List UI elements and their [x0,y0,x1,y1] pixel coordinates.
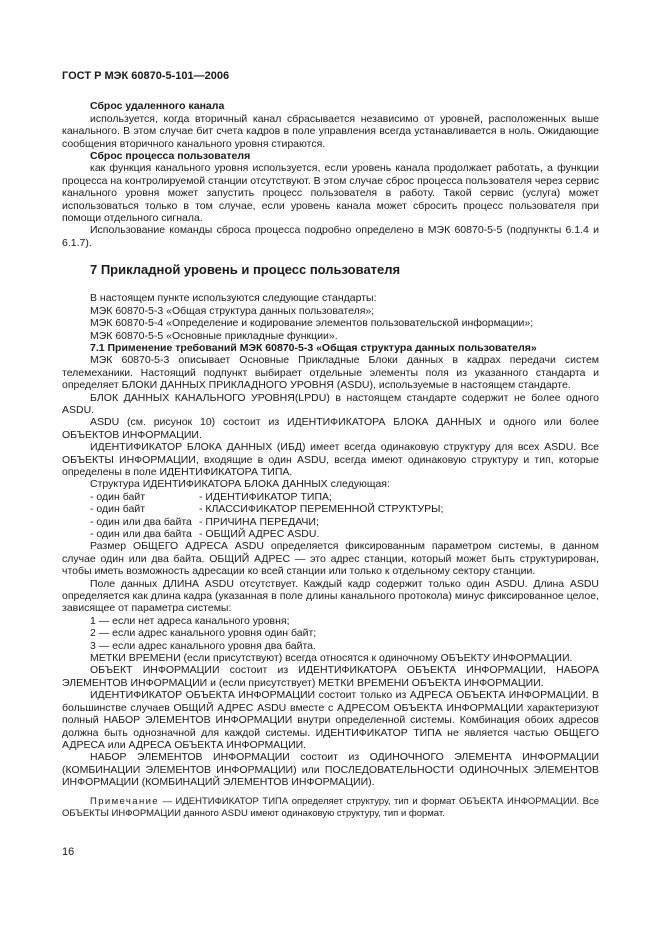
paragraph-reset-link: используется, когда вторичный канал сбрасывается независимо от уровней, расположенных выше канального. В этом случае бит счета кадров в поле управления всегда устанавливается в ноль. Ожидающие сообщения вторичного канального уровня стираются. [62,112,599,150]
paragraph: МЕТКИ ВРЕМЕНИ (если присутствуют) всегда относятся к одиночному ОБЪЕКТУ ИНФОРМАЦИИ. [90,652,573,665]
structure-size: - один байт [90,503,146,516]
structure-row [62,528,599,540]
page-number: 16 [62,846,75,858]
document-header: ГОСТ Р МЭК 60870-5-101—2006 [62,70,230,82]
structure-field: - КЛАССИФИКАТОР ПЕРЕМЕННОЙ СТРУКТУРЫ; [199,503,444,516]
standard-item: МЭК 60870-5-5 «Основные прикладные функции». [90,329,338,342]
asdu-identifier-structure-list [62,491,599,541]
standard-item: МЭК 60870-5-3 «Общая структура данных пользователя»; [90,304,375,317]
paragraph: НАБОР ЭЛЕМЕНТОВ ИНФОРМАЦИИ состоит из ОДИНОЧНОГО ЭЛЕМЕНТА ИНФОРМАЦИИ (КОМБИНАЦИИ ЭЛЕМЕНТОВ ИНФОРМАЦИИ) или ПОСЛЕДОВАТЕЛЬНОСТИ ОДИНОЧНЫХ ЭЛЕМЕНТОВ ИНФОРМАЦИИ (КОМБИНАЦИЙ ЭЛЕМЕНТОВ ИНФОРМАЦИИ). [62,751,599,789]
structure-field: - ОБЩИЙ АДРЕС ASDU. [199,528,320,540]
paragraph: Размер ОБЩЕГО АДРЕСА ASDU определяется фиксированным параметром системы, в данном случае один или два байта. ОБЩИЙ АДРЕС — это адрес станции, который может быть структурирован, чтобы иметь возможность адресации ко всей станции или только к отдельному сектору станции. [62,540,599,578]
structure-size: - один байт [90,490,146,503]
paragraph: ИДЕНТИФИКАТОР ОБЪЕКТА ИНФОРМАЦИИ состоит только из АДРЕСА ОБЪЕКТА ИНФОРМАЦИИ. В большинстве случаев ОБЩИЙ АДРЕС ASDU вместе с АДРЕСОМ ОБЪЕКТА ИНФОРМАЦИИ характеризуют полный НАБОР ЭЛЕМЕНТОВ ИНФОРМАЦИИ внутри определенной системы. Комбинация обоих адресов должна быть однозначной для каждой системы. ИДЕНТИФИКАТОР ТИПА не является частью ОБЩЕГО АДРЕСА или АДРЕСА ОБЪЕКТА ИНФОРМАЦИИ. [62,689,599,751]
structure-row [62,503,599,515]
heading-reset-user: Сброс процесса пользователя [90,150,251,163]
length-option: 1 — если нет адреса канального уровня; [90,614,290,627]
note [62,796,599,820]
paragraph: Поле данных ДЛИНА ASDU отсутствует. Каждый кадр содержит только один ASDU. Длина ASDU определяется как длина кадра (указанная в поле длины канального протокола) минус фиксированное целое, зависящее от параметра системы: [62,577,599,615]
paragraph-standards-intro: В настоящем пункте используются следующие стандарты: [90,292,377,305]
length-option: 3 — если адрес канального уровня два байта. [90,639,316,652]
paragraph: Структура ИДЕНТИФИКАТОРА БЛОКА ДАННЫХ следующая: [90,478,390,491]
paragraph: БЛОК ДАННЫХ КАНАЛЬНОГО УРОВНЯ(LPDU) в настоящем стандарте содержит не более одного ASDU. [62,391,599,416]
structure-field: - ИДЕНТИФИКАТОР ТИПА; [199,490,332,503]
paragraph: МЭК 60870-5-3 описывает Основные Прикладные Блоки данных в кадрах передачи систем телемеханики. Настоящий подпункт выбирает отдельные элементы поля из указанного стандарта и определяет БЛОКИ ДАННЫХ ПРИКЛАДНОГО УРОВНЯ (ASDU), используемые в настоящем стандарте. [62,354,599,392]
structure-size: - один или два байта [90,515,192,528]
length-option: 2 — если адрес канального уровня один байт; [90,627,317,640]
subsection-7-1-title: 7.1 Применение требований МЭК 60870-5-3 «Общая структура данных пользователя» [90,341,537,354]
structure-size: - один или два байта [90,528,192,540]
structure-field: - ПРИЧИНА ПЕРЕДАЧИ; [199,515,319,528]
paragraph: ОБЪЕКТ ИНФОРМАЦИИ состоит из ИДЕНТИФИКАТОРА ОБЪЕКТА ИНФОРМАЦИИ, НАБОРА ЭЛЕМЕНТОВ ИНФОРМАЦИИ и (если присутствует) МЕТКИ ВРЕМЕНИ ОБЪЕКТА ИНФОРМАЦИИ. [62,664,599,689]
structure-row [62,516,599,528]
paragraph-reset-user: как функция канального уровня используется, если уровень канала продолжает работать, а функции процесса на контролируемой станции отсутствуют. В этом случае сброс процесса пользователя через сервис канального уровня может запустить процесс пользователя в работу. Такой сервис (услуга) может использоваться только в том случае, если уровень канала может сбросить процесс пользователя при помощи отдельного сигнала. [62,162,599,225]
heading-reset-link: Сброс удаленного канала [90,100,225,113]
paragraph-reset-usage: Использование команды сброса процесса подробно определено в МЭК 60870-5-5 (подпункты 6.1.4 и 6.1.7). [62,224,599,249]
note-lead: Примечание [90,795,159,807]
standard-item: МЭК 60870-5-4 «Определение и кодирование элементов пользовательской информации»; [90,317,534,330]
note-text: — ИДЕНТИФИКАТОР ТИПА определяет структуру, тип и формат ОБЪЕКТА ИНФОРМАЦИИ. Все ОБЪЕКТЫ ИНФОРМАЦИИ данного ASDU имеют одинаковую структуру, тип и формат. [62,795,599,819]
paragraph: ASDU (см. рисунок 10) состоит из ИДЕНТИФИКАТОРА БЛОКА ДАННЫХ и одного или более ОБЪЕКТОВ ИНФОРМАЦИИ. [62,416,599,441]
structure-row [62,491,599,503]
section-7-title: 7 Прикладной уровень и процесс пользователя [90,262,401,278]
paragraph: ИДЕНТИФИКАТОР БЛОКА ДАННЫХ (ИБД) имеет всегда одинаковую структуру для всех ASDU. Все ОБЪЕКТЫ ИНФОРМАЦИИ, входящие в один ASDU, всегда имеют одинаковую структуру и тип, которые определены в поле ИДЕНТИФИКАТОРА ТИПА. [62,441,599,478]
